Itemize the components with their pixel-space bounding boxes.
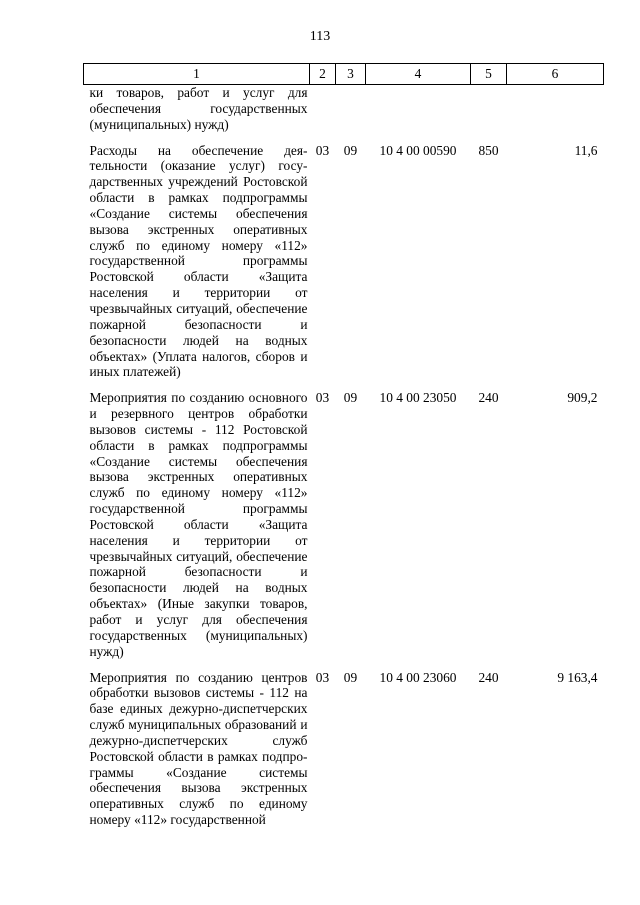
- row-subsection-code: 09: [343, 142, 358, 158]
- row-amount: 11,6: [574, 142, 598, 158]
- column-header-target-code: 4: [366, 64, 471, 85]
- column-header-subsection: 3: [336, 64, 366, 85]
- row-expense-type: 240: [478, 390, 499, 406]
- row-target-code: 10 4 00 23060: [379, 669, 457, 685]
- row-target-code: 10 4 00 00590: [379, 142, 457, 158]
- row-section-code: 03: [315, 142, 330, 158]
- row-description: Расходы на обеспечение деятельности (оказание услуг) государственных учреждений Ростовской области в рамках подпрограммы «Создание системы обеспечения вызова экстренных оперативных служб по единому номеру «112» государственной программы Ростовской области «Защита населения и территории от чрезвычайных ситуаций, обеспечение пожарной безопасности и безопасности людей на водных объектах» (Уплата налогов, сборов и иных платежей): [89, 142, 308, 380]
- table-row: [84, 85, 604, 133]
- column-header-expense-type: 5: [471, 64, 507, 85]
- page-number: 113: [309, 29, 331, 44]
- table-row: [84, 380, 604, 659]
- column-header-section: 2: [310, 64, 336, 85]
- row-description: Мероприятия по созданию центров обработки вызовов системы - 112 на базе единых дежурно-диспетчерских служб муниципальных образований и дежурно-диспетчерских служб Ростовской области в рамках подпрограммы «Создание системы обеспечения вызова экстренных оперативных служб по единому номеру «112» государственной: [89, 669, 308, 828]
- row-section-code: 03: [315, 669, 330, 685]
- row-description: ки товаров, работ и услуг для обеспечения государственных (муниципальных) нужд): [89, 85, 308, 132]
- row-subsection-code: 09: [343, 669, 358, 685]
- row-amount: [507, 85, 604, 133]
- budget-table: [83, 63, 604, 828]
- row-section-code: [310, 85, 336, 133]
- table-row: [84, 660, 604, 828]
- row-expense-type: [471, 85, 507, 133]
- row-subsection-code: 09: [343, 390, 358, 406]
- row-amount: 909,2: [567, 390, 598, 406]
- row-description: Мероприятия по созданию основного и резервного центров обработки вызовов системы - 112 Ростовской области в рамках подпрограммы «Создание системы обеспечения вызова экстренных оперативных служб по единому номеру «112» государственной программы Ростовской области «Защита населения и территории от чрезвычайных ситуаций, обеспечение пожарной безопасности и безопасности людей на водных объектах» (Иные закупки товаров, работ и услуг для обеспечения государственных (муниципальных) нужд): [89, 390, 308, 659]
- row-section-code: 03: [315, 390, 330, 406]
- column-header-amount: 6: [507, 64, 604, 85]
- row-expense-type: 240: [478, 669, 499, 685]
- row-subsection-code: [336, 85, 366, 133]
- row-target-code: [366, 85, 471, 133]
- row-expense-type: 850: [478, 142, 499, 158]
- row-amount: 9 163,4: [557, 669, 598, 685]
- column-header-description: 1: [84, 64, 310, 85]
- row-target-code: 10 4 00 23050: [379, 390, 457, 406]
- table-header-row: [84, 64, 604, 85]
- table-row: [84, 133, 604, 381]
